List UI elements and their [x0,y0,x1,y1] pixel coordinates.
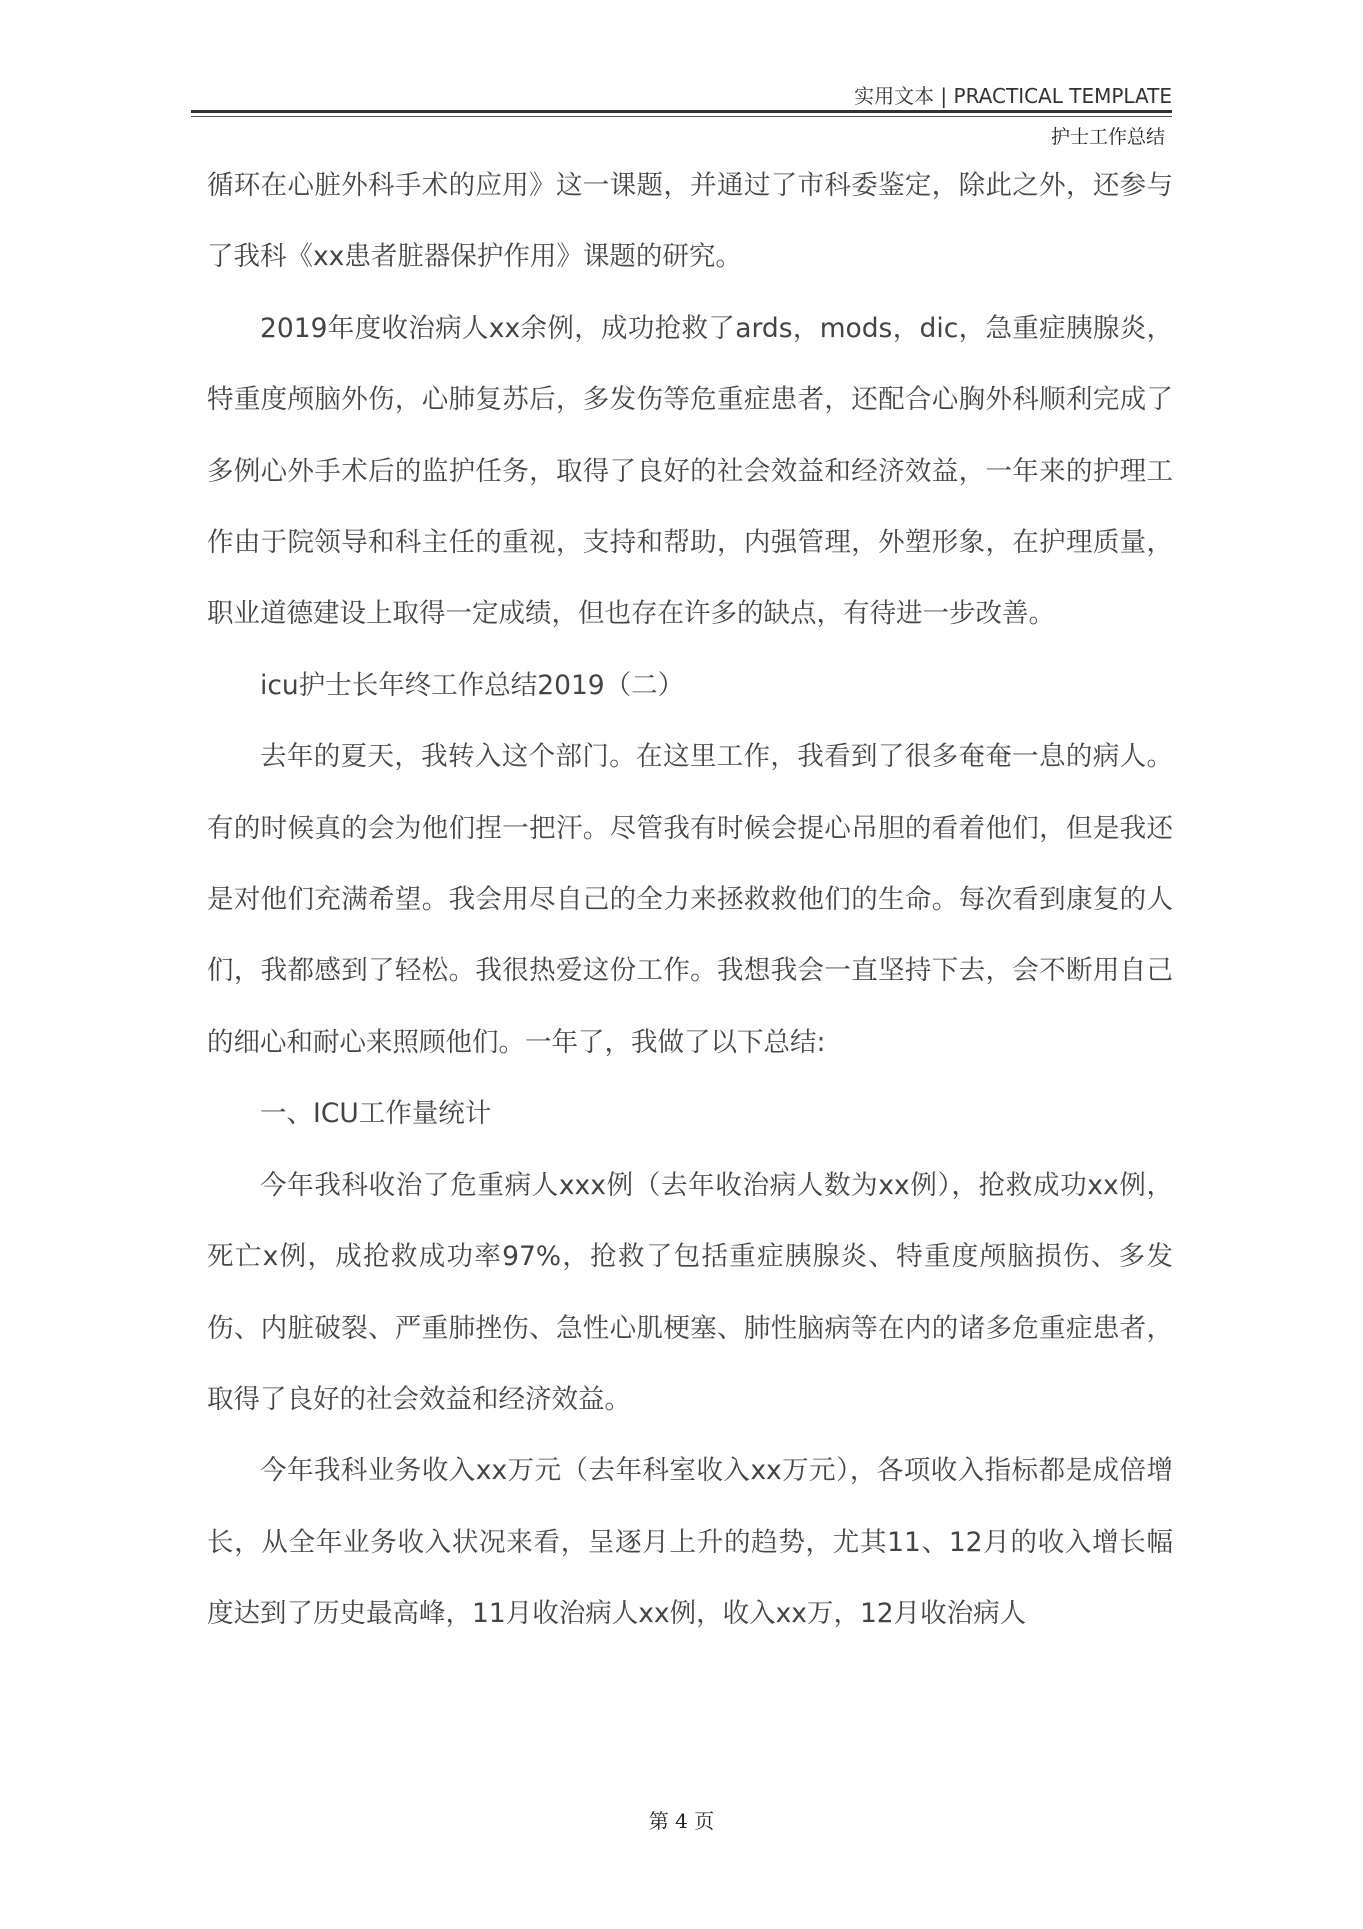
document-title: 护士工作总结 [1050,126,1165,148]
header-rule [191,110,1172,113]
header-rule-thin [191,116,1172,117]
paragraph: 今年我科业务收入xx万元（去年科室收入xx万元），各项收入指标都是成倍增长，从全年业务收入状况来看，呈逐月上升的趋势，尤其11、12月的收入增长幅度达到了历史最高峰，11月收治病人xx例，收入xx万，12月收治病人 [207,1455,1173,1630]
paragraph: 循环在心脏外科手术的应用》这一课题，并通过了市科委鉴定，除此之外，还参与了我科《xx患者脏器保护作用》课题的研究。 [207,170,1173,273]
section-heading: 一、ICU工作量统计 [260,1098,492,1130]
header-brand: 实用文本 | PRACTICAL TEMPLATE [854,84,1172,108]
paragraph: 去年的夏天，我转入这个部门。在这里工作，我看到了很多奄奄一息的病人。有的时候真的会为他们捏一把汗。尽管我有时候会提心吊胆的看着他们，但是我还是对他们充满希望。我会用尽自己的全力来拯救救他们的生命。每次看到康复的人们，我都感到了轻松。我很热爱这份工作。我想我会一直坚持下去，会不断用自己的细心和耐心来照顾他们。一年了，我做了以下总结: [207,741,1173,1058]
page-number: 第 4 页 [648,1809,715,1833]
paragraph: 今年我科收治了危重病人xxx例（去年收治病人数为xx例），抢救成功xx例，死亡x例，成抢救成功率97%，抢救了包括重症胰腺炎、特重度颅脑损伤、多发伤、内脏破裂、严重肺挫伤、急性心肌梗塞、肺性脑病等在内的诸多危重症患者，取得了良好的社会效益和经济效益。 [207,1169,1173,1415]
document-body [207,150,1173,1650]
section-heading: icu护士长年终工作总结2019（二） [260,669,685,701]
paragraph: 2019年度收治病人xx余例，成功抢救了ards，mods，dic，急重症胰腺炎，特重度颅脑外伤，心肺复苏后，多发伤等危重症患者，还配合心胸外科顺利完成了多例心外手术后的监护任务，取得了良好的社会效益和经济效益，一年来的护理工作由于院领导和科主任的重视，支持和帮助，内强管理，外塑形象，在护理质量，职业道德建设上取得一定成绩，但也存在许多的缺点，有待进一步改善。 [207,312,1173,630]
